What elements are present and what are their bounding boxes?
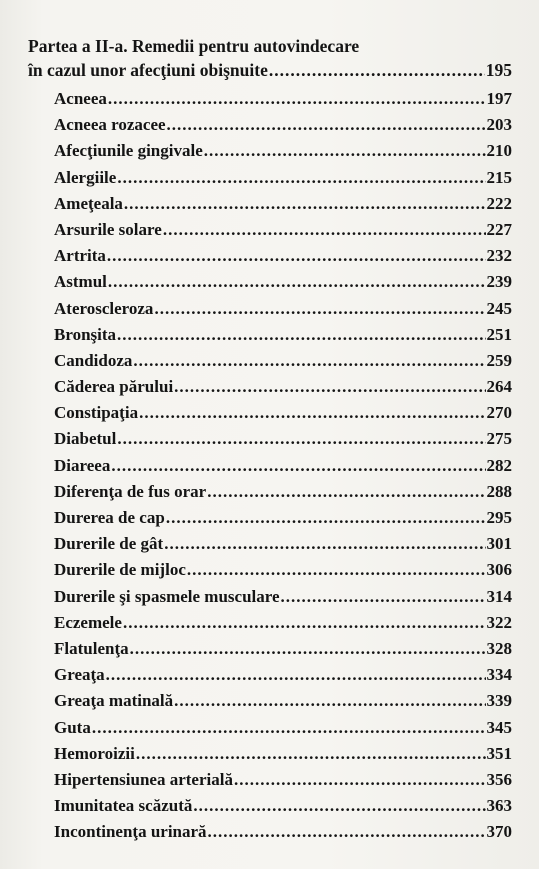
section-title-text: în cazul unor afecţiuni obişnuite (28, 60, 268, 80)
dot-leader (117, 426, 485, 452)
entry-title: Candidoza (54, 350, 133, 370)
toc-entry (54, 557, 512, 583)
entry-page-number: 351 (486, 743, 512, 763)
toc-entry (54, 191, 512, 217)
entry-title: Arsurile solare (54, 219, 162, 239)
entry-title: Incontinenţa urinară (54, 822, 207, 842)
entry-page-number: 197 (486, 89, 512, 108)
entry-page-number: 370 (486, 822, 512, 842)
entry-page-number: 334 (486, 665, 512, 685)
dot-leader (139, 400, 485, 426)
entry-page-number: 203 (486, 115, 512, 135)
dot-leader (167, 112, 486, 138)
entry-page-number: 282 (486, 455, 512, 475)
entry-page-number: 245 (486, 298, 512, 318)
dot-leader (166, 505, 486, 531)
entry-title: Hipertensiunea arterială (54, 769, 233, 789)
dot-leader (124, 191, 486, 217)
entry-title: Durerile şi spasmele musculare (54, 586, 280, 606)
toc-entry (54, 374, 512, 400)
entry-title: Astmul (54, 272, 107, 292)
toc-entry (54, 400, 512, 426)
dot-leader (208, 819, 486, 845)
dot-leader (111, 453, 485, 479)
entry-title: Acneea (54, 89, 107, 108)
entry-title: Diferenţa de fus orar (54, 481, 207, 501)
toc-entry (54, 584, 512, 610)
toc-entry (54, 531, 512, 557)
dot-leader (174, 688, 485, 714)
entry-title: Ameţeala (54, 193, 123, 213)
dot-leader (163, 217, 486, 243)
toc-entry (54, 165, 512, 191)
dot-leader (207, 479, 485, 505)
toc-entry (54, 426, 512, 452)
toc-entry (54, 715, 512, 741)
entry-page-number: 270 (486, 403, 512, 423)
entry-page-number: 215 (486, 167, 512, 187)
entry-title: Alergiile (54, 167, 117, 187)
entry-title: Greaţa (54, 665, 105, 685)
entry-title: Acneea rozacee (54, 115, 166, 135)
toc-entry (54, 348, 512, 374)
entry-page-number: 345 (486, 717, 512, 737)
entry-page-number: 322 (486, 612, 512, 632)
toc-entry (54, 217, 512, 243)
dot-leader (117, 165, 485, 191)
toc-entry (54, 662, 512, 688)
entry-page-number: 306 (486, 560, 512, 580)
entry-page-number: 288 (486, 481, 512, 501)
entry-page-number: 210 (486, 141, 512, 161)
entry-page-number: 363 (486, 796, 512, 816)
entry-title: Durerile de gât (54, 534, 164, 554)
entry-title: Flatulenţa (54, 638, 129, 658)
toc-entry (54, 479, 512, 505)
entry-title: Durerile de mijloc (54, 560, 186, 580)
toc-entry (54, 505, 512, 531)
entry-page-number: 264 (486, 377, 512, 397)
entry-page-number: 328 (486, 638, 512, 658)
entry-title: Căderea părului (54, 377, 174, 397)
entry-title: Ateroscleroza (54, 298, 154, 318)
dot-leader (130, 636, 486, 662)
section-heading (28, 34, 512, 84)
entry-page-number: 222 (486, 193, 512, 213)
entry-title: Artrita (54, 246, 106, 266)
entry-title: Imunitatea scăzută (54, 796, 193, 816)
section-title-line2 (28, 58, 512, 84)
toc-entry (54, 243, 512, 269)
entry-page-number: 251 (486, 324, 512, 344)
entry-list (54, 86, 512, 845)
toc-entry (54, 138, 512, 164)
dot-leader (108, 269, 486, 295)
entry-title: Bronşita (54, 324, 117, 344)
toc-entry (54, 86, 512, 112)
table-of-contents (28, 34, 512, 845)
entry-title: Guta (54, 717, 91, 737)
entry-title: Diabetul (54, 429, 117, 449)
entry-page-number: 356 (486, 769, 512, 789)
entry-page-number: 227 (486, 219, 512, 239)
entry-page-number: 314 (486, 586, 512, 606)
dot-leader (204, 138, 486, 164)
entry-title: Durerea de cap (54, 508, 165, 527)
dot-leader (107, 243, 486, 269)
toc-entry (54, 767, 512, 793)
dot-leader (164, 531, 485, 557)
entry-title: Constipaţia (54, 403, 139, 423)
toc-entry (54, 322, 512, 348)
dot-leader (234, 767, 486, 793)
entry-title: Greaţa matinală (54, 691, 174, 711)
dot-leader (269, 58, 485, 83)
entry-title: Hemoroizii (54, 743, 135, 763)
dot-leader (281, 584, 486, 610)
dot-leader (106, 662, 486, 688)
toc-entry (54, 296, 512, 322)
entry-page-number: 259 (486, 350, 512, 370)
toc-entry (54, 636, 512, 662)
toc-entry (54, 610, 512, 636)
dot-leader (117, 322, 485, 348)
dot-leader (133, 348, 485, 374)
entry-page-number: 339 (486, 691, 512, 711)
dot-leader (108, 86, 486, 112)
dot-leader (154, 296, 485, 322)
entry-title: Afecţiunile gingivale (54, 141, 203, 161)
toc-entry (54, 741, 512, 767)
entry-page-number: 295 (486, 508, 512, 527)
toc-entry (54, 688, 512, 714)
section-title-line1: Partea a II-a. Remedii pentru autovindecare (28, 36, 360, 56)
toc-entry (54, 269, 512, 295)
toc-entry (54, 112, 512, 138)
dot-leader (187, 557, 486, 583)
entry-title: Eczemele (54, 612, 122, 632)
dot-leader (92, 715, 486, 741)
entry-page-number: 239 (486, 272, 512, 292)
entry-page-number: 275 (486, 429, 512, 449)
toc-entry (54, 453, 512, 479)
dot-leader (193, 793, 485, 819)
entry-page-number: 301 (486, 534, 512, 554)
toc-entry (54, 819, 512, 845)
dot-leader (174, 374, 485, 400)
toc-entry (54, 793, 512, 819)
entry-title: Diareea (54, 455, 111, 475)
entry-page-number: 232 (486, 246, 512, 266)
dot-leader (136, 741, 486, 767)
dot-leader (123, 610, 486, 636)
section-page-number: 195 (485, 60, 512, 80)
